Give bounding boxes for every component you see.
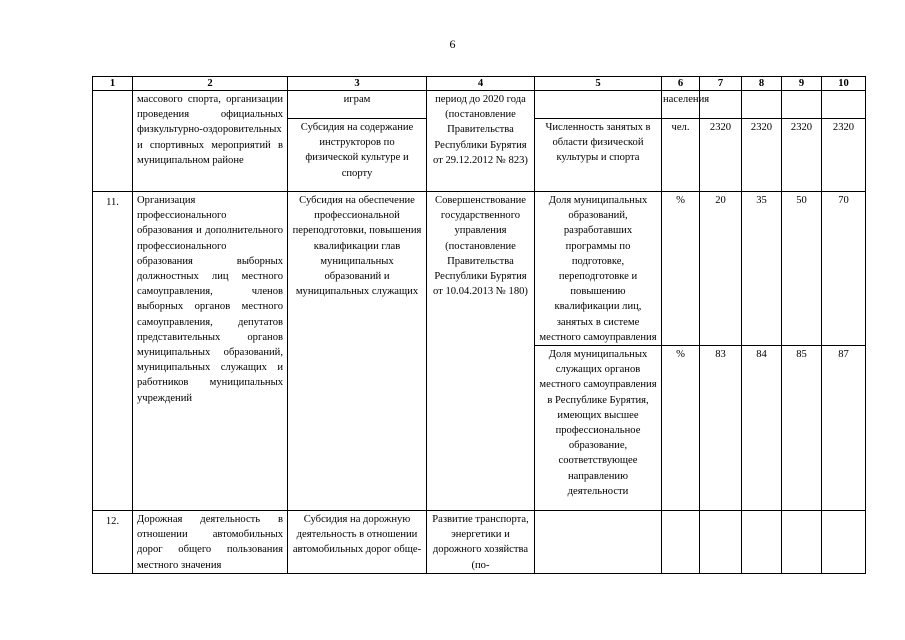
indicator-text-cell: Численность занятых в области физической культуры и спорта: [535, 119, 662, 192]
subsidy-text-cell: Субсидия на содержание инструкторов по физической культуре и спорту: [288, 119, 427, 192]
table-row: [93, 192, 866, 346]
value-cell: 20: [700, 192, 742, 346]
unit-cell: %: [662, 346, 700, 511]
value-cell: [742, 91, 782, 119]
col-header-1: 1: [93, 77, 133, 91]
value-cell: [822, 91, 866, 119]
value-cell: 2320: [782, 119, 822, 192]
indicator-text-cell: Доля муниципальных служащих органов местного самоуправления в Республике Бурятия, имеющих высшее профессиональное образование, соответствующее направлению деятельности: [535, 346, 662, 511]
row-number-cell: 11.: [93, 192, 133, 511]
indicator-text-cell: [535, 91, 662, 119]
value-cell: 83: [700, 346, 742, 511]
value-cell: [782, 91, 822, 119]
value-cell: [742, 511, 782, 574]
program-text-cell: Совершенствование государственного управления (постановление Правительства Республики Бурятия от 10.04.2013 № 180): [427, 192, 535, 511]
unit-cell: [662, 511, 700, 574]
program-text-cell: период до 2020 года (постановление Правительства Республики Бурятия от 29.12.2012 № 823): [427, 91, 535, 192]
row-number-cell: [93, 91, 133, 192]
subsidy-text-cell: Субсидия на обеспечение профессиональной переподготовки, повышения квалификации глав муниципальных образований и муниципальных служащих: [288, 192, 427, 511]
col-header-7: 7: [700, 77, 742, 91]
value-cell: [822, 511, 866, 574]
subsidy-text-cell: Субсидия на дорожную деятельность в отношении автомобильных дорог обще-: [288, 511, 427, 574]
table-row: [93, 91, 866, 119]
col-header-10: 10: [822, 77, 866, 91]
value-cell: [700, 511, 742, 574]
value-cell: 35: [742, 192, 782, 346]
value-cell: 70: [822, 192, 866, 346]
value-cell: 84: [742, 346, 782, 511]
value-cell: 2320: [700, 119, 742, 192]
value-cell: 85: [782, 346, 822, 511]
subsidy-text-cell: играм: [288, 91, 427, 119]
program-text-cell: Развитие транспорта, энергетики и дорожного хозяйства (по-: [427, 511, 535, 574]
col-header-2: 2: [133, 77, 288, 91]
page-number: 6: [449, 37, 456, 51]
unit-cell: чел.: [662, 119, 700, 192]
col-header-5: 5: [535, 77, 662, 91]
indicator-text-cell: [535, 511, 662, 574]
indicator-text-cell: Доля муниципальных образований, разработавших программы по подготовке, переподготовке и повышению квалификации лиц, занятых в системе местного самоуправления: [535, 192, 662, 346]
value-cell: 2320: [822, 119, 866, 192]
value-cell: 2320: [742, 119, 782, 192]
measure-text-cell: массового спорта, организации проведения официальных физкультурно-оздоровительных и спортивных мероприятий в муниципальном районе: [133, 91, 288, 192]
col-header-6: 6: [662, 77, 700, 91]
col-header-9: 9: [782, 77, 822, 91]
value-cell: [782, 511, 822, 574]
col-header-8: 8: [742, 77, 782, 91]
column-header-row: [93, 77, 866, 91]
row-number-cell: 12.: [93, 511, 133, 574]
table-row: [93, 511, 866, 574]
measures-table: [92, 76, 866, 574]
col-header-3: 3: [288, 77, 427, 91]
unit-cell: %: [662, 192, 700, 346]
value-cell: 50: [782, 192, 822, 346]
measure-text-cell: Дорожная деятельность в отношении автомобильных дорог общего пользования местного значения: [133, 511, 288, 574]
unit-cell: населения: [662, 91, 700, 119]
measure-text-cell: Организация профессионального образования и дополнительного профессионального образования выборных должностных лиц местного самоуправления, членов выборных органов местного самоуправления, депутатов представительных органов муниципальных образований, муниципальных служащих и работников муниципальных учреждений: [133, 192, 288, 511]
col-header-4: 4: [427, 77, 535, 91]
value-cell: 87: [822, 346, 866, 511]
